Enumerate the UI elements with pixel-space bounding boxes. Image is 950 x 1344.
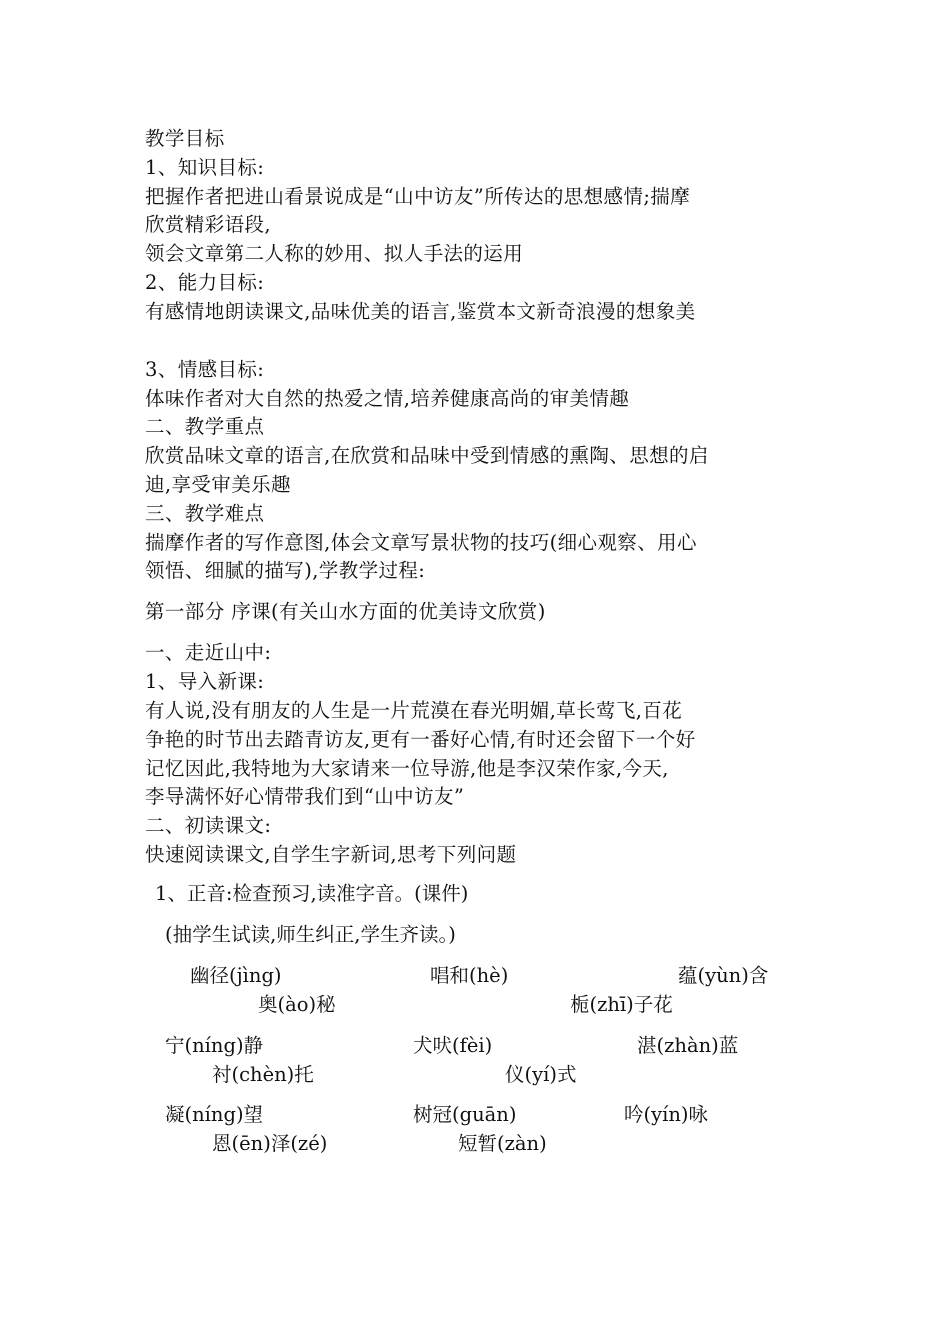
pinyin-item: 幽径(jìng) bbox=[190, 964, 282, 987]
part-one-heading: 第一部分 序课(有关山水方面的优美诗文欣赏) bbox=[145, 600, 546, 623]
task-pronunciation: 1、正音:检查预习,读准字音。(课件) bbox=[155, 882, 469, 905]
paragraph-line: 领会文章第二人称的妙用、拟人手法的运用 bbox=[145, 242, 524, 265]
paragraph-line: 领悟、细腻的描写),学教学过程: bbox=[145, 559, 426, 582]
paragraph-line: 有人说,没有朋友的人生是一片荒漠在春光明媚,草长莺飞,百花 bbox=[145, 699, 683, 722]
section-heading: 1、导入新课: bbox=[145, 670, 265, 693]
section-heading: 二、初读课文: bbox=[145, 814, 272, 837]
pinyin-item: 湛(zhàn)蓝 bbox=[637, 1034, 739, 1057]
pinyin-item: 宁(níng)静 bbox=[165, 1034, 264, 1057]
paragraph-line: 记忆因此,我特地为大家请来一位导游,他是李汉荣作家,今天, bbox=[145, 757, 669, 780]
pinyin-item: 吟(yín)咏 bbox=[624, 1103, 709, 1126]
paragraph-line: 有感情地朗读课文,品味优美的语言,鉴赏本文新奇浪漫的想象美 bbox=[145, 300, 696, 323]
paragraph-line: 快速阅读课文,自学生字新词,思考下列问题 bbox=[145, 843, 517, 866]
pinyin-item: 蕴(yùn)含 bbox=[678, 964, 769, 987]
pinyin-item: 仪(yí)式 bbox=[505, 1063, 577, 1086]
pinyin-item: 短暂(zàn) bbox=[458, 1132, 547, 1155]
task-note: (抽学生试读,师生纠正,学生齐读。) bbox=[165, 923, 456, 946]
section-heading: 一、走近山中: bbox=[145, 641, 272, 664]
pinyin-item: 唱和(hè) bbox=[430, 964, 509, 987]
paragraph-line: 把握作者把进山看景说成是“山中访友”所传达的思想感情;揣摩 bbox=[145, 185, 691, 208]
emotion-goal-heading: 3、情感目标: bbox=[145, 358, 265, 381]
pinyin-item: 恩(ēn)泽(zé) bbox=[212, 1132, 328, 1155]
ability-goal-heading: 2、能力目标: bbox=[145, 271, 265, 294]
key-points-heading: 二、教学重点 bbox=[145, 415, 265, 438]
paragraph-line: 欣赏品味文章的语言,在欣赏和品味中受到情感的熏陶、思想的启 bbox=[145, 444, 709, 467]
pinyin-item: 凝(níng)望 bbox=[165, 1103, 264, 1126]
difficulties-heading: 三、教学难点 bbox=[145, 502, 265, 525]
paragraph-line: 欣赏精彩语段, bbox=[145, 213, 271, 236]
paragraph-line: 揣摩作者的写作意图,体会文章写景状物的技巧(细心观察、用心 bbox=[145, 531, 697, 554]
pinyin-item: 犬吠(fèi) bbox=[413, 1034, 493, 1057]
pinyin-item: 树冠(guān) bbox=[413, 1103, 517, 1126]
pinyin-item: 栀(zhī)子花 bbox=[570, 993, 673, 1016]
heading-teaching-goals: 教学目标 bbox=[145, 127, 225, 150]
paragraph-line: 争艳的时节出去踏青访友,更有一番好心情,有时还会留下一个好 bbox=[145, 728, 696, 751]
paragraph-line: 体味作者对大自然的热爱之情,培养健康高尚的审美情趣 bbox=[145, 387, 630, 410]
pinyin-item: 奥(ào)秘 bbox=[258, 993, 336, 1016]
paragraph-line: 李导满怀好心情带我们到“山中访友” bbox=[145, 785, 465, 808]
paragraph-line: 迪,享受审美乐趣 bbox=[145, 473, 291, 496]
pinyin-item: 衬(chèn)托 bbox=[212, 1063, 314, 1086]
knowledge-goal-heading: 1、知识目标: bbox=[145, 156, 265, 179]
